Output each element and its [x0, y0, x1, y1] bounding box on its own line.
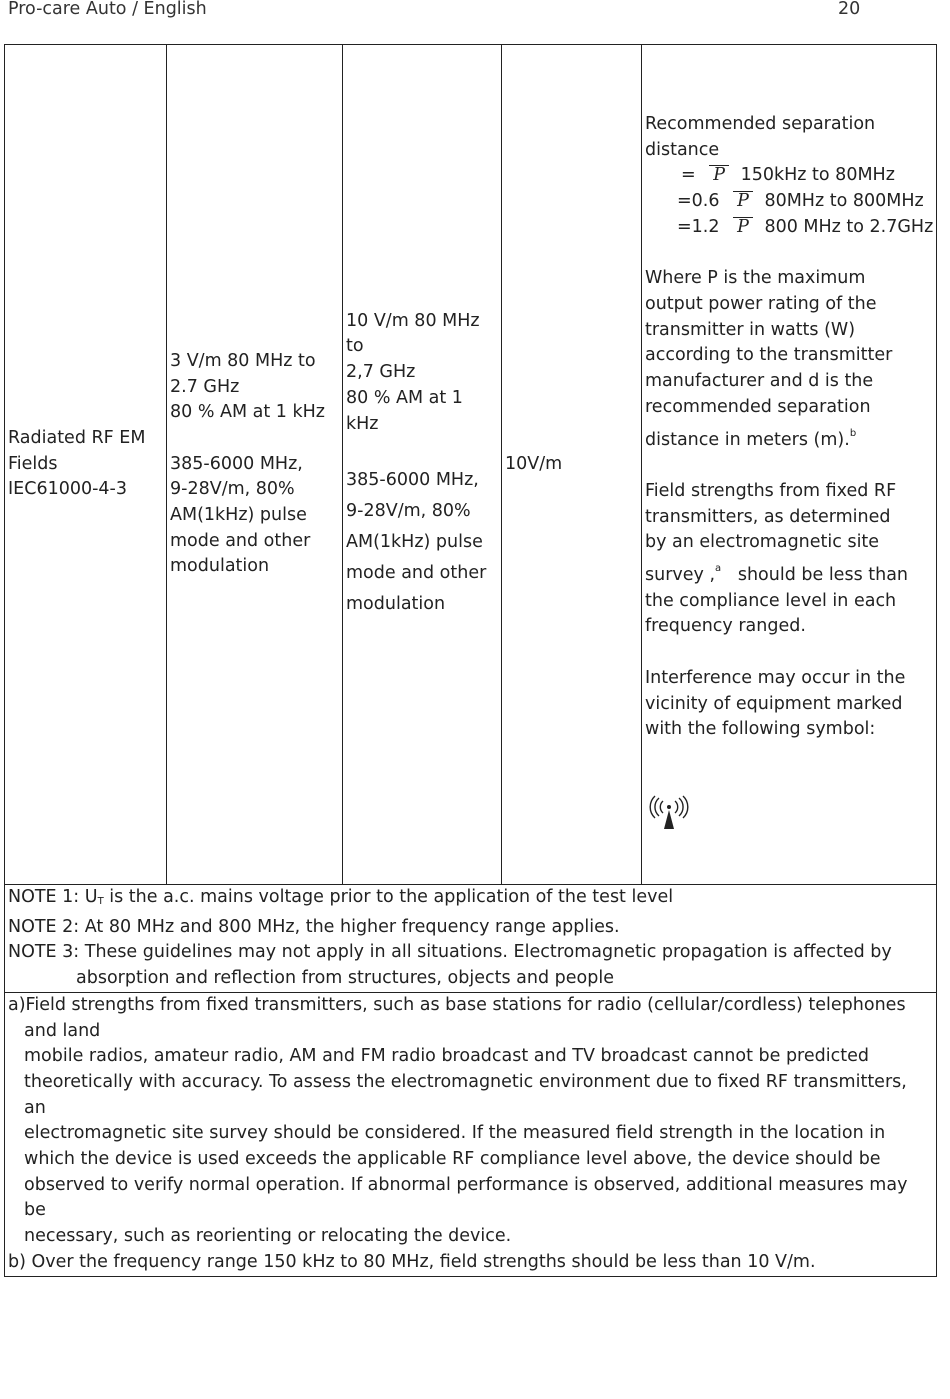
guidance-line: vicinity of equipment marked	[645, 693, 903, 714]
separation-formula	[645, 163, 933, 189]
guidance-line: manufacturer and d is the	[645, 371, 874, 392]
test-level-line: 80 % AM at 1 kHz	[170, 402, 325, 423]
test-level-line: 3 V/m 80 MHz to	[170, 350, 316, 371]
test-name-line: Radiated RF EM	[8, 427, 146, 448]
header-title: Pro-care Auto / English	[8, 0, 207, 19]
compliance-line: AM(1kHz) pulse	[346, 532, 483, 553]
guidance-text: survey ,	[645, 565, 716, 585]
notes-cell	[5, 885, 937, 993]
guidance-line: Recommended separation	[645, 114, 876, 135]
formula-range: 150kHz to 80MHz	[740, 165, 895, 186]
note-text: NOTE 1: U	[8, 887, 98, 907]
footnote-ref: b	[849, 427, 857, 439]
test-level-line: AM(1kHz) pulse	[170, 505, 307, 526]
guidance-line	[645, 556, 933, 589]
emc-immunity-table	[4, 44, 937, 1277]
test-level-cell	[167, 45, 343, 885]
test-level-line: modulation	[170, 556, 270, 577]
footnote-a-line: which the device is used exceeds the applicable RF compliance level above, the device should be	[24, 1149, 881, 1170]
guidance-text: should be less than	[721, 565, 909, 585]
guidance-line: transmitter in watts (W)	[645, 319, 856, 340]
guidance-line	[645, 421, 933, 454]
compliance-line: mode and other	[346, 563, 487, 584]
guidance-line: recommended separation	[645, 396, 871, 417]
separation-formula	[645, 189, 933, 215]
non-ionizing-radiation-icon	[649, 795, 689, 831]
guidance-line: the compliance level in each	[645, 590, 897, 611]
footnote-a-line: observed to verify normal operation. If abnormal performance is observed, additional measures may be	[24, 1174, 908, 1221]
immunity-test-cell	[5, 45, 167, 885]
guidance-line: distance	[645, 139, 720, 160]
note-3-continued: absorption and reflection from structures, objects and people	[76, 968, 614, 989]
compliance-value: 10V/m	[505, 453, 563, 474]
test-name-line: Fields	[8, 453, 58, 474]
compliance-line: 385-6000 MHz,	[346, 470, 479, 491]
formula-prefix: =1.2	[677, 216, 720, 237]
footnote-a-line: necessary, such as reorienting or relocating the device.	[24, 1226, 512, 1247]
sqrt-p: P	[709, 163, 729, 189]
table-row	[5, 45, 937, 885]
note-subscript: T	[97, 896, 104, 907]
guidance-cell	[642, 45, 937, 885]
guidance-line: by an electromagnetic site	[645, 532, 880, 553]
footnote-b: b) Over the frequency range 150 kHz to 80 MHz, field strengths should be less than 10 V/m.	[8, 1251, 816, 1272]
separation-formula	[645, 215, 933, 241]
footnote-a-line: mobile radios, amateur radio, AM and FM radio broadcast and TV broadcast cannot be predicted	[24, 1046, 869, 1067]
compliance-line: 2,7 GHz	[346, 362, 416, 383]
note-1	[8, 885, 933, 915]
footnotes-row	[5, 992, 937, 1276]
formula-range: 80MHz to 800MHz	[764, 191, 924, 212]
formula-range: 800 MHz to 2.7GHz	[764, 216, 934, 237]
test-level-line: 2.7 GHz	[170, 376, 240, 397]
guidance-line: with the following symbol:	[645, 719, 876, 740]
footnote-a-line: and land	[24, 1020, 101, 1041]
guidance-line: frequency ranged.	[645, 616, 806, 637]
note-3: NOTE 3: These guidelines may not apply in all situations. Electromagnetic propagation is affected by	[8, 942, 892, 963]
compliance-line: modulation	[346, 594, 446, 615]
compliance-line: 80 % AM at 1 kHz	[346, 387, 463, 434]
compliance-line: 10 V/m 80 MHz to	[346, 310, 480, 357]
notes-row	[5, 885, 937, 993]
guidance-line: output power rating of the	[645, 293, 877, 314]
test-level-line: mode and other	[170, 530, 311, 551]
formula-prefix: =	[681, 165, 696, 186]
compliance-value-cell	[502, 45, 642, 885]
guidance-line: Field strengths from fixed RF	[645, 480, 897, 501]
test-level-line: 385-6000 MHz,	[170, 453, 303, 474]
footnote-a: a)Field strengths from fixed transmitters, such as base stations for radio (cellular/cordless) telephones	[8, 994, 906, 1015]
guidance-line: Interference may occur in the	[645, 667, 906, 688]
page-number: 20	[838, 0, 861, 19]
guidance-text: distance in meters (m).	[645, 429, 850, 450]
footnote-a-line: theoretically with accuracy. To assess the electromagnetic environment due to fixed RF transmitters, an	[24, 1071, 907, 1118]
note-text: is the a.c. mains voltage prior to the application of the test level	[103, 887, 674, 907]
guidance-line: according to the transmitter	[645, 345, 893, 366]
footnote-a-line: electromagnetic site survey should be considered. If the measured field strength in the location in	[24, 1123, 886, 1144]
guidance-line: transmitters, as determined	[645, 506, 891, 527]
note-2: NOTE 2: At 80 MHz and 800 MHz, the higher frequency range applies.	[8, 916, 620, 937]
sqrt-p: P	[733, 215, 753, 241]
footnote-ref: a	[715, 563, 722, 574]
sqrt-p: P	[733, 189, 753, 215]
test-standard: IEC61000-4-3	[8, 479, 128, 500]
footnotes-cell	[5, 992, 937, 1276]
compliance-line: 9-28V/m, 80%	[346, 501, 471, 522]
compliance-level-cell	[343, 45, 502, 885]
formula-prefix: =0.6	[677, 191, 720, 212]
test-level-line: 9-28V/m, 80%	[170, 479, 295, 500]
guidance-line: Where P is the maximum	[645, 268, 866, 289]
